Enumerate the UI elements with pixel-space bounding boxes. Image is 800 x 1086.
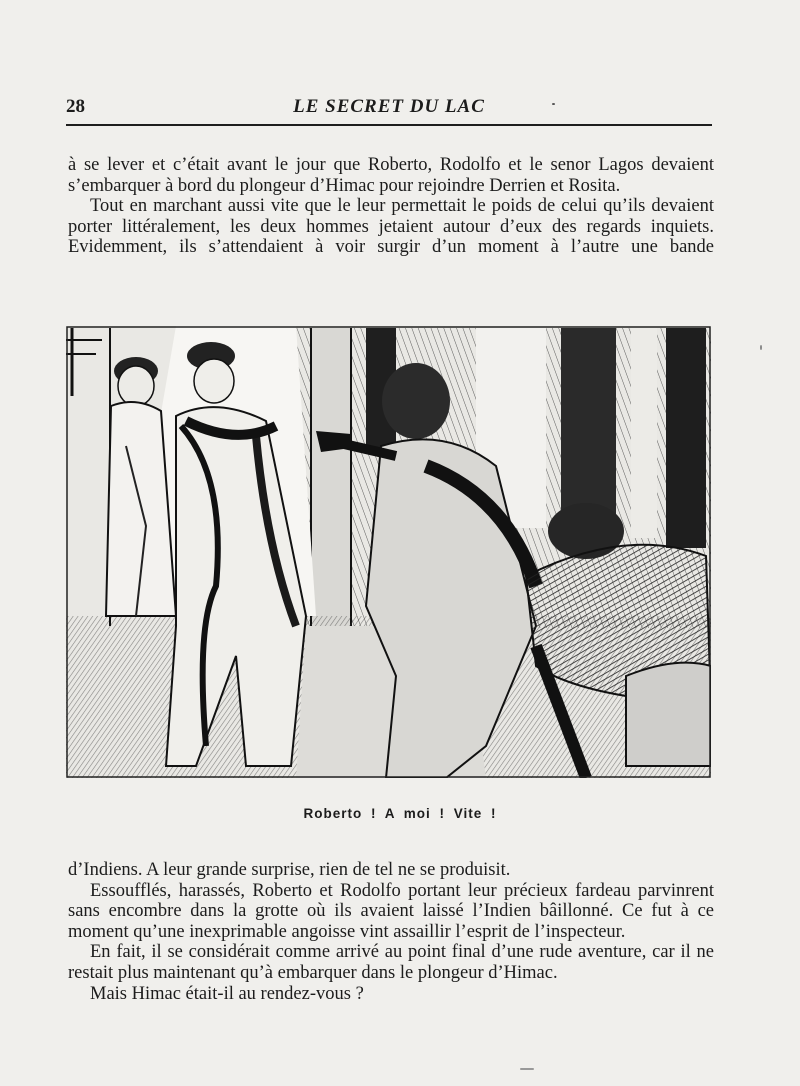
page-number: 28 (66, 96, 85, 117)
paragraph-walking: Tout en marchant aussi vite que le leur permettait le poids de celui qu’ils devaient porter littéralement, les deux hommes jetaient autour d’eux des regards inquiets. Evidemment, ils s’attendaient à voir surgir d’un moment à l’autre une bande (68, 196, 714, 258)
print-speck (760, 345, 762, 350)
header-rule (66, 124, 712, 126)
paragraph-indians: d’Indiens. A leur grande surprise, rien de tel ne se produisit. (68, 860, 511, 880)
print-speck (552, 103, 555, 105)
illustration (66, 326, 711, 778)
page-header (66, 96, 712, 124)
paragraph-adventure: En fait, il se considérait comme arrivé au point final d’une rude aventure, car il ne restait plus maintenant qu’à embarquer dans le plongeur d’Himac. (68, 942, 714, 983)
illustration-drawing (66, 326, 711, 778)
illustration-caption: Roberto ! A moi ! Vite ! (303, 806, 497, 821)
rock-ledge (626, 663, 711, 766)
paragraph-continuation: à se lever et c’était avant le jour que Roberto, Rodolfo et le senor Lagos devaient s’embarquer à bord du plongeur d’Himac pour rejoindre Derrien et Rosita. (68, 155, 714, 196)
paragraph-arrival: Essoufflés, harassés, Roberto et Rodolfo portant leur précieux fardeau parvinrent sans encombre dans la grotte où ils avaient laissé l’Indien bâillonné. Ce fut à ce moment qu’une inexprimable angoisse vint assaillir l’esprit de l’inspecteur. (68, 880, 714, 942)
paragraph-question: Mais Himac était-il au rendez-vous ? (90, 983, 364, 1004)
running-title: LE SECRET DU LAC (293, 96, 485, 117)
upper-text-block (68, 155, 714, 258)
print-speck (520, 1068, 534, 1070)
lower-text-block (68, 860, 714, 1004)
